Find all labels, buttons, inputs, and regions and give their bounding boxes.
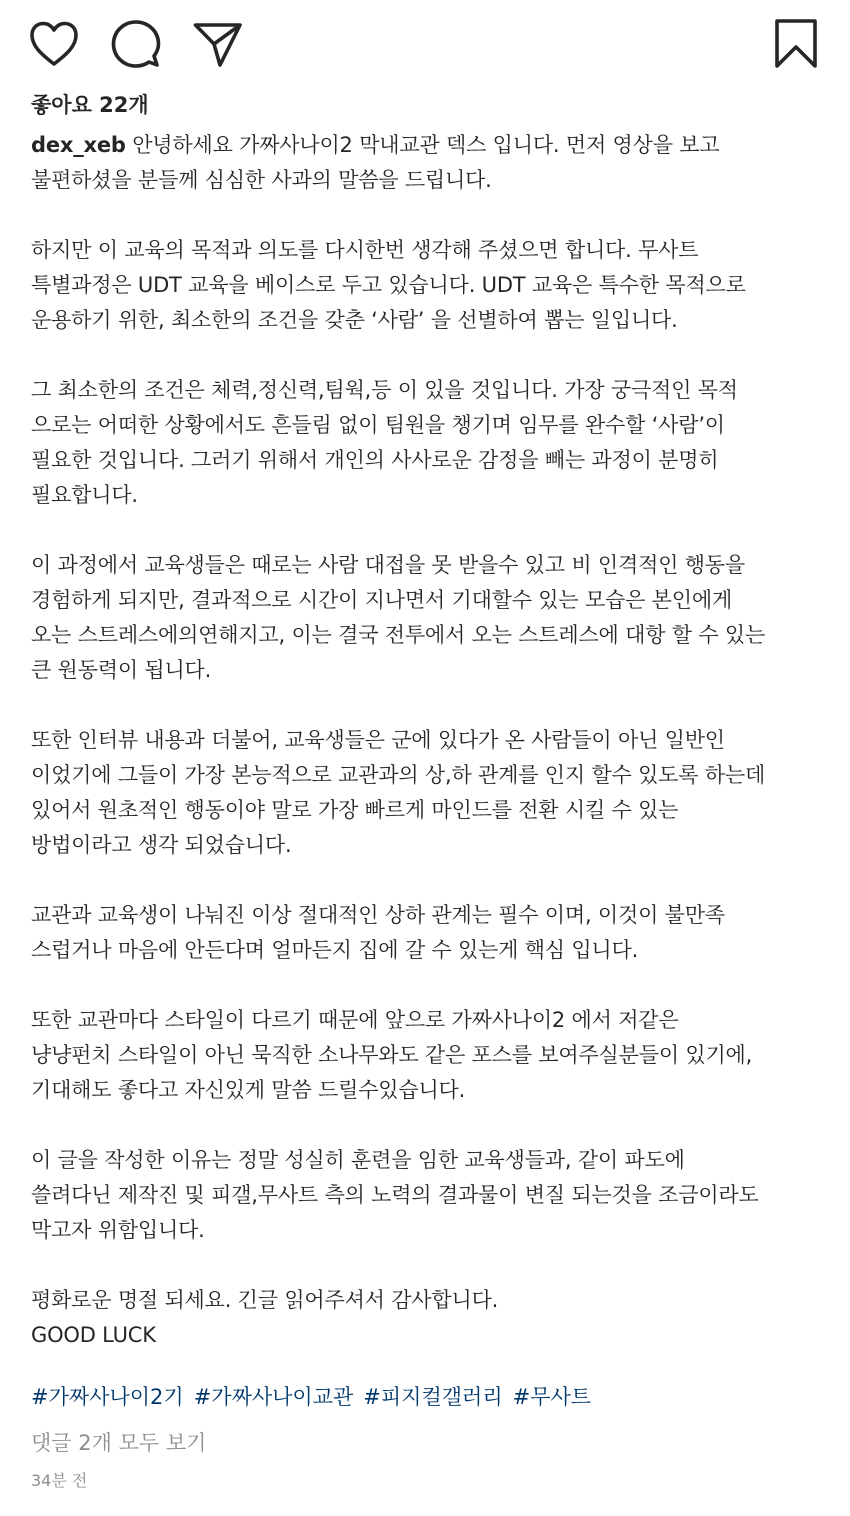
caption-line: 특별과정은 UDT 교육을 베이스로 두고 있습니다. UDT 교육은 특수한 목적으로 [31, 273, 746, 297]
bookmark-icon [774, 19, 818, 69]
hashtag-list [31, 1381, 601, 1411]
heart-icon [29, 21, 79, 67]
caption-line: 하지만 이 교육의 목적과 의도를 다시한번 생각해 주셨으면 합니다. 무사트 [31, 238, 699, 262]
caption-line: 불편하셨을 분들께 심심한 사과의 말씀을 드립니다. [31, 168, 492, 192]
post-timestamp: 34분 전 [31, 1471, 88, 1490]
caption-blank-line [31, 513, 831, 548]
caption-blank-line [31, 863, 831, 898]
caption-blank-line [31, 1108, 831, 1143]
caption-line: 교관과 교육생이 나눠진 이상 절대적인 상하 관계는 필수 이며, 이것이 불만족 [31, 903, 725, 927]
hashtag-link[interactable]: #가짜사나이교관 [193, 1385, 354, 1409]
caption-blank-line [31, 338, 831, 373]
paper-plane-icon [193, 20, 243, 68]
caption-blank-line [31, 1248, 831, 1283]
caption-line: 그 최소한의 조건은 체력,정신력,팀웍,등 이 있을 것입니다. 가장 궁극적인 목적 [31, 378, 738, 402]
post-action-bar [28, 18, 822, 70]
username-link[interactable]: dex_xeb [31, 133, 126, 157]
caption-line: 이었기에 그들이 가장 본능적으로 교관과의 상,하 관계를 인지 할수 있도록 하는데 [31, 763, 766, 787]
post-caption [31, 128, 831, 1353]
likes-count[interactable]: 좋아요 22개 [31, 93, 149, 117]
caption-line: GOOD LUCK [31, 1323, 156, 1347]
hashtag-link[interactable]: #무사트 [512, 1385, 592, 1409]
caption-line: 또한 인터뷰 내용과 더불어, 교육생들은 군에 있다가 온 사람들이 아닌 일반인 [31, 728, 725, 752]
caption-line: 오는 스트레스에의연해지고, 이는 결국 전투에서 오는 스트레스에 대항 할 수 있는 [31, 623, 766, 647]
caption-line: 큰 원동력이 됩니다. [31, 658, 212, 682]
like-button[interactable] [28, 18, 80, 70]
caption-first-line [31, 128, 831, 163]
caption-line: 막고자 위함입니다. [31, 1218, 205, 1242]
caption-body [31, 163, 831, 1353]
caption-line: 이 과정에서 교육생들은 때로는 사람 대접을 못 받을수 있고 비 인격적인 행동을 [31, 553, 745, 577]
caption-line: 필요한 것입니다. 그러기 위해서 개인의 사사로운 감정을 빼는 과정이 분명히 [31, 448, 719, 472]
caption-line: 또한 교관마다 스타일이 다르기 때문에 앞으로 가짜사나이2 에서 저같은 [31, 1008, 679, 1032]
caption-line: 스럽거나 마음에 안든다며 얼마든지 집에 갈 수 있는게 핵심 입니다. [31, 938, 639, 962]
caption-line: 으로는 어떠한 상황에서도 흔들림 없이 팀원을 챙기며 임무를 완수할 ‘사람’이 [31, 413, 725, 437]
hashtag-link[interactable]: #가짜사나이2기 [31, 1385, 184, 1409]
caption-line: 이 글을 작성한 이유는 정말 성실히 훈련을 임한 교육생들과, 같이 파도에 [31, 1148, 685, 1172]
caption-text: 안녕하세요 가짜사나이2 막내교관 덱스 입니다. 먼저 영상을 보고 [125, 133, 720, 157]
view-all-comments-link[interactable]: 댓글 2개 모두 보기 [31, 1431, 207, 1455]
hashtag-link[interactable]: #피지컬갤러리 [363, 1385, 503, 1409]
caption-line: 있어서 원초적인 행동이야 말로 가장 빠르게 마인드를 전환 시킬 수 있는 [31, 798, 679, 822]
caption-line: 경험하게 되지만, 결과적으로 시간이 지나면서 기대할수 있는 모습은 본인에게 [31, 588, 733, 612]
caption-line: 방법이라고 생각 되었습니다. [31, 833, 292, 857]
caption-line: 기대해도 좋다고 자신있게 말씀 드릴수있습니다. [31, 1078, 466, 1102]
comment-button[interactable] [110, 18, 162, 70]
caption-blank-line [31, 688, 831, 723]
caption-line: 필요합니다. [31, 483, 138, 507]
save-button[interactable] [770, 18, 822, 70]
caption-blank-line [31, 968, 831, 1003]
caption-line: 쓸려다닌 제작진 및 피갤,무사트 측의 노력의 결과물이 변질 되는것을 조금이라도 [31, 1183, 759, 1207]
share-button[interactable] [192, 18, 244, 70]
caption-line: 평화로운 명절 되세요. 긴글 읽어주셔서 감사합니다. [31, 1288, 499, 1312]
caption-blank-line [31, 198, 831, 233]
caption-line: 냥냥펀치 스타일이 아닌 묵직한 소나무와도 같은 포스를 보여주실분들이 있기에, [31, 1043, 753, 1067]
comment-bubble-icon [111, 19, 161, 69]
caption-line: 운용하기 위한, 최소한의 조건을 갖춘 ‘사람’ 을 선별하여 뽑는 일입니다. [31, 308, 678, 332]
